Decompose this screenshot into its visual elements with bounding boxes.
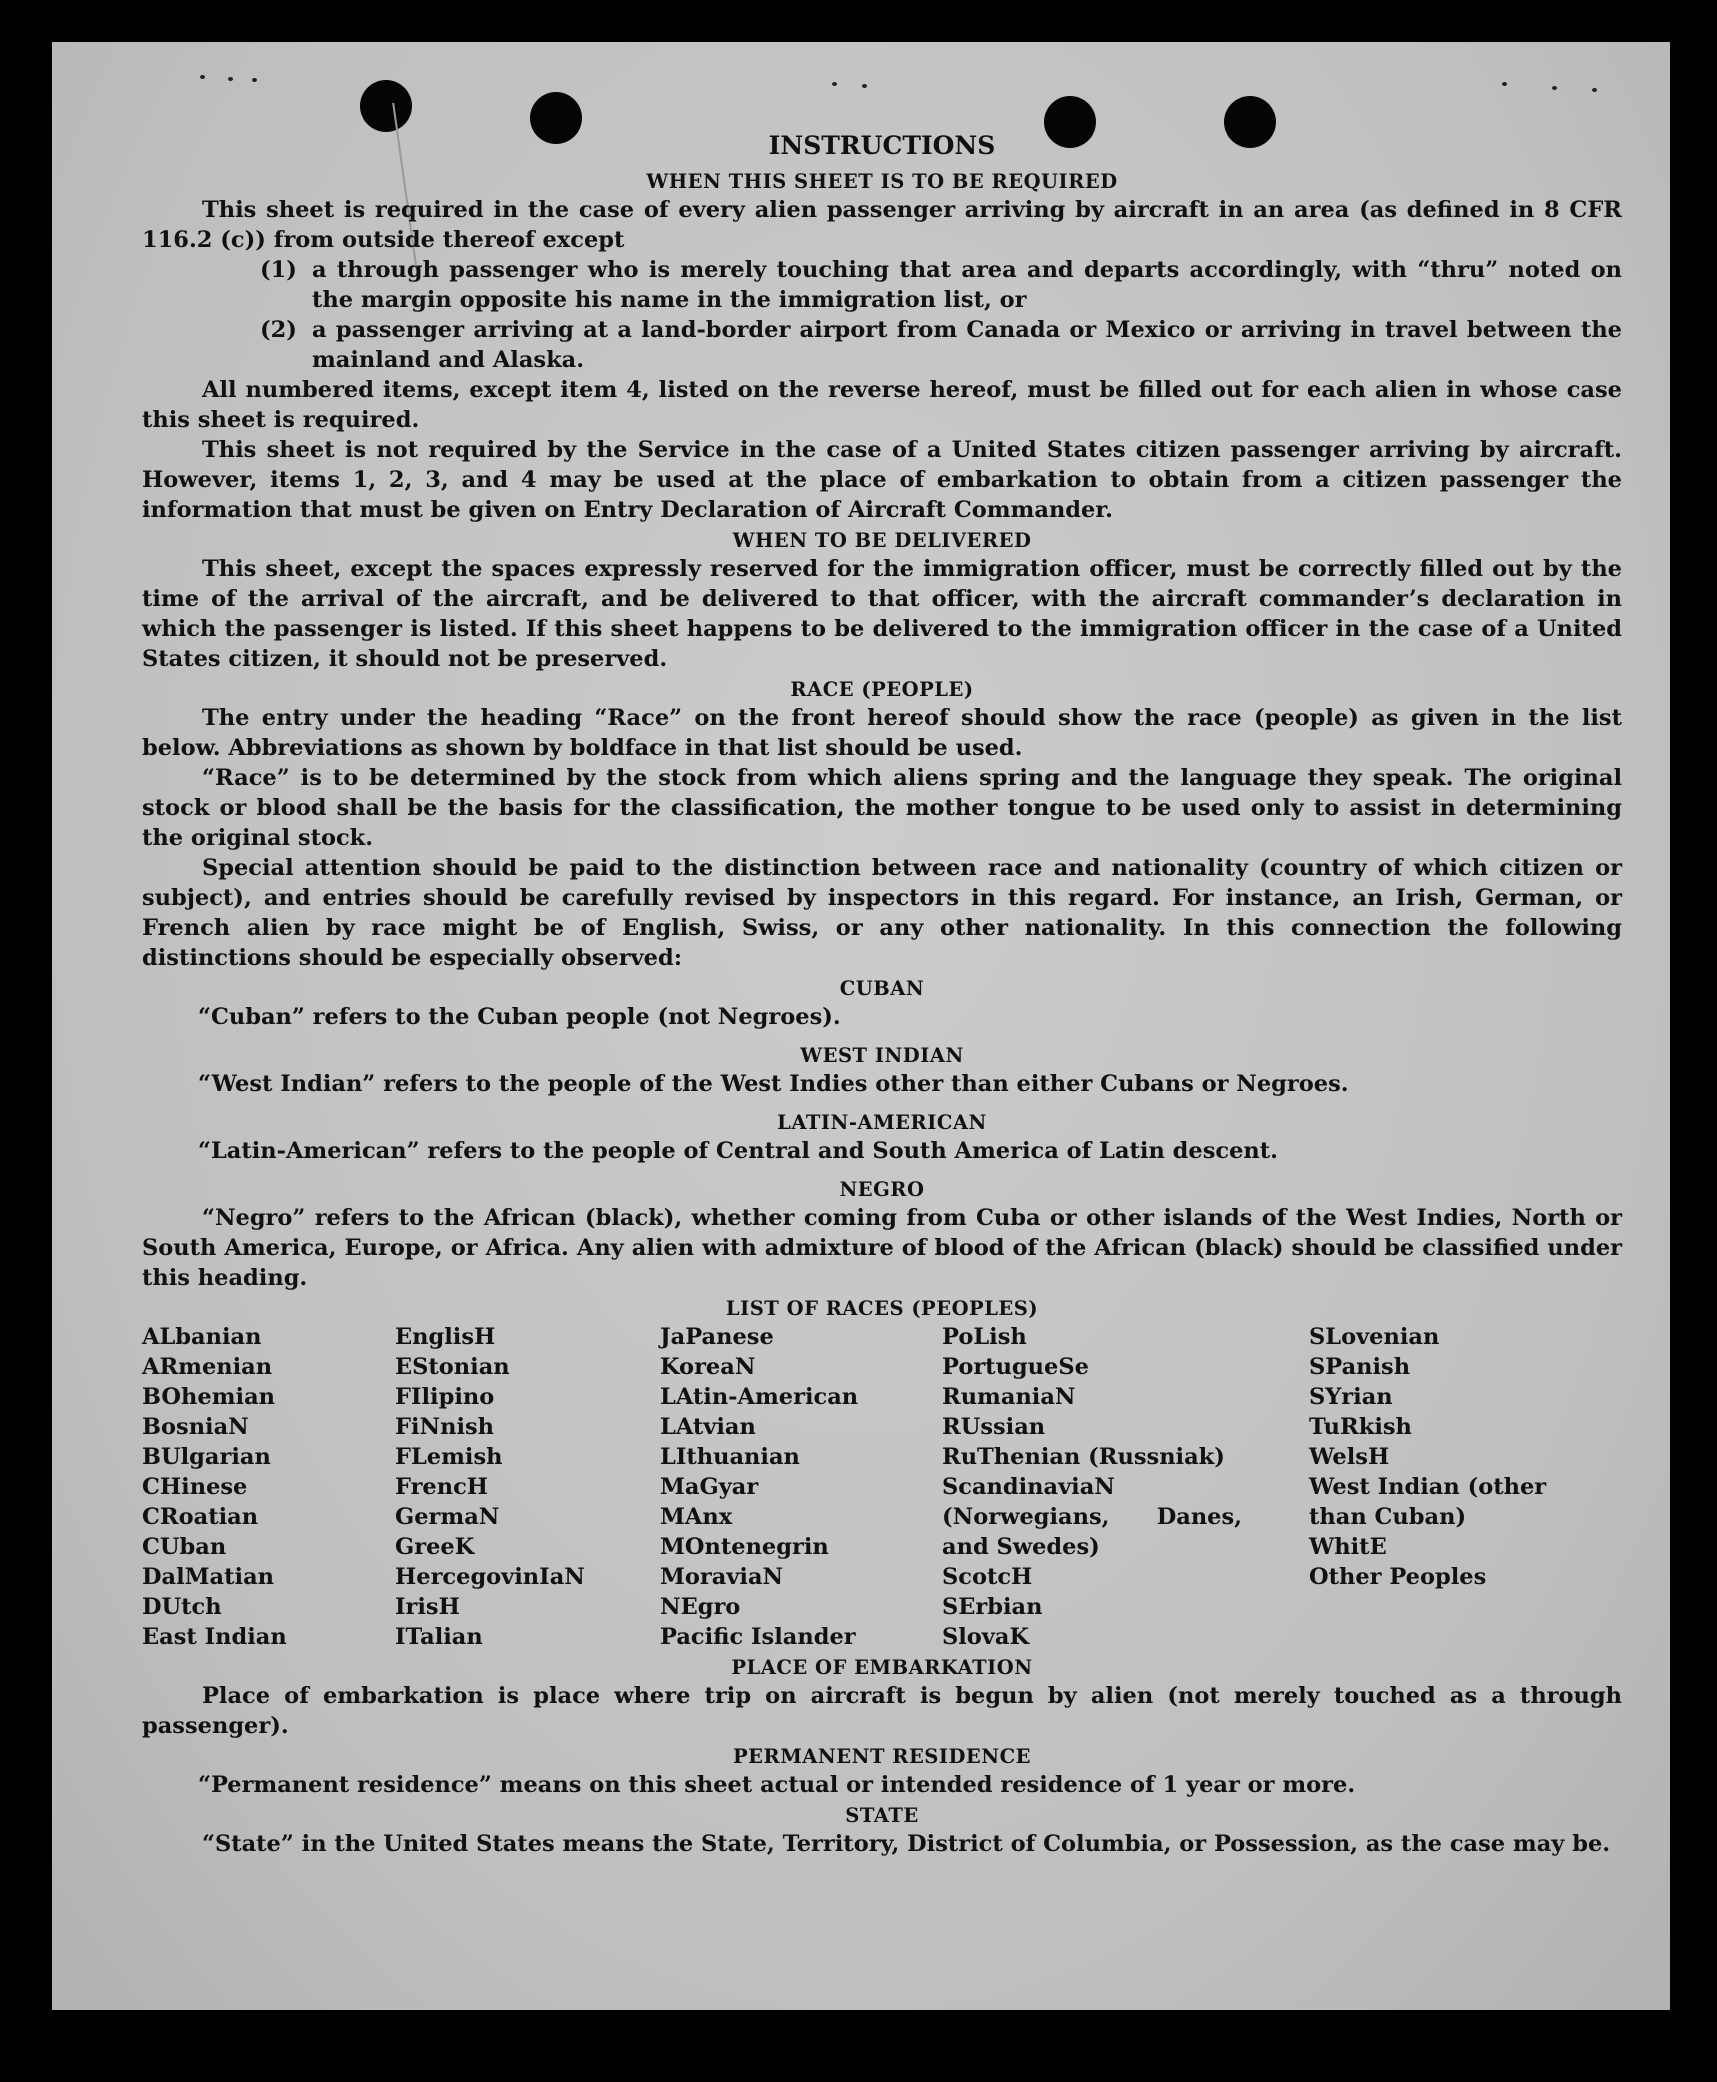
section-heading-latin-american: LATIN-AMERICAN bbox=[777, 1111, 987, 1134]
race-entry: TuRkish bbox=[1309, 1414, 1412, 1440]
race-entry: DalMatian bbox=[142, 1564, 275, 1590]
race-entry: GreeK bbox=[395, 1534, 475, 1560]
race-entry: LAtin-American bbox=[660, 1384, 859, 1410]
exception-item-text: a passenger arriving at a land-border airport from Canada or Mexico or arriving in travel between the mainland and Alaska. bbox=[312, 317, 1622, 373]
section-heading-negro: NEGRO bbox=[839, 1178, 925, 1201]
section-heading-residence: PERMANENT RESIDENCE bbox=[732, 1745, 1031, 1768]
race-entry: MaGyar bbox=[660, 1474, 759, 1500]
section-heading-races-list: LIST OF RACES (PEOPLES) bbox=[725, 1297, 1039, 1320]
exception-item-number: (1) bbox=[260, 257, 297, 283]
race-entry: Other Peoples bbox=[1309, 1564, 1487, 1590]
race-entry: BOhemian bbox=[142, 1384, 276, 1410]
race-entry: ARmenian bbox=[142, 1354, 273, 1380]
race-entry: JaPanese bbox=[660, 1324, 774, 1350]
race-entry: East Indian bbox=[142, 1624, 287, 1650]
race-entry: SlovaK bbox=[942, 1624, 1030, 1650]
races-column-5 bbox=[1309, 1322, 1622, 1652]
race-entry: ITalian bbox=[395, 1624, 483, 1650]
race-entry: FIlipino bbox=[395, 1384, 495, 1410]
paper-speck bbox=[228, 77, 233, 81]
race-entry: WhitE bbox=[1309, 1534, 1387, 1560]
race-entry: SErbian bbox=[942, 1594, 1043, 1620]
required-paragraph-3: This sheet is not required by the Service in the case of a United States citizen passenger arriving by aircraft. However, items 1, 2, 3, and 4 may be used at the place of embarkation to obtain from a citizen passenger the information that must be given on Entry Declaration of Aircraft Commander. bbox=[142, 437, 1622, 523]
race-entry: Pacific Islander bbox=[660, 1624, 856, 1650]
races-column-4 bbox=[942, 1322, 1309, 1652]
section-heading-cuban: CUBAN bbox=[839, 977, 925, 1000]
races-column-2 bbox=[395, 1322, 660, 1652]
race-entry: KoreaN bbox=[660, 1354, 756, 1380]
races-column-1 bbox=[142, 1322, 395, 1652]
race-entry: ScotcH bbox=[942, 1564, 1033, 1590]
required-paragraph-1: This sheet is required in the case of every alien passenger arriving by aircraft in an area (as defined in 8 CFR 116.2 (c)) from outside thereof except bbox=[142, 197, 1622, 253]
race-entry: MOntenegrin bbox=[660, 1534, 829, 1560]
exception-item-1 bbox=[260, 255, 1622, 315]
paper-speck bbox=[862, 84, 867, 88]
negro-definition: “Negro” refers to the African (black), whether coming from Cuba or other islands of the West Indies, North or South America, Europe, or Africa. Any alien with admixture of blood of the African (black) should be classified under this heading. bbox=[142, 1205, 1622, 1291]
race-paragraph-2: “Race” is to be determined by the stock from which aliens spring and the language they speak. The original stock or blood shall be the basis for the classification, the mother tongue to be used only to assist in determining the original stock. bbox=[142, 765, 1622, 851]
race-entry: IrisH bbox=[395, 1594, 460, 1620]
race-entry: PoLish bbox=[942, 1324, 1027, 1350]
required-paragraph-2: All numbered items, except item 4, listed on the reverse hereof, must be filled out for each alien in whose case this sheet is required. bbox=[142, 377, 1622, 433]
race-paragraph-3: Special attention should be paid to the distinction between race and nationality (country of which citizen or subject), and entries should be carefully revised by inspectors in this regard. For instance, an Irish, German, or French alien by race might be of English, Swiss, or any other nationality. In this connection the following distinctions should be especially observed: bbox=[142, 855, 1622, 971]
paper-speck bbox=[1552, 86, 1557, 90]
delivered-paragraph: This sheet, except the spaces expressly reserved for the immigration officer, must be correctly filled out by the time of the arrival of the aircraft, and be delivered to that officer, with the aircraft commander’s declaration in which the passenger is listed. If this sheet happens to be delivered to the immigration officer in the case of a United States citizen, it should not be preserved. bbox=[142, 556, 1622, 672]
west-indian-definition: “West Indian” refers to the people of the West Indies other than either Cubans or Negroes. bbox=[198, 1071, 1349, 1097]
race-entry: LIthuanian bbox=[660, 1444, 800, 1470]
page-title: INSTRUCTIONS bbox=[768, 131, 996, 160]
race-entry: SYrian bbox=[1309, 1384, 1393, 1410]
residence-definition: “Permanent residence” means on this sheet actual or intended residence of 1 year or more. bbox=[198, 1772, 1356, 1798]
paper-speck bbox=[1592, 88, 1597, 92]
section-heading-race: RACE (PEOPLE) bbox=[790, 678, 974, 701]
embarkation-definition: Place of embarkation is place where trip on aircraft is begun by alien (not merely touched as a through passenger). bbox=[142, 1683, 1622, 1739]
instructions-content bbox=[142, 126, 1622, 1859]
punch-hole bbox=[360, 80, 412, 132]
races-column-3 bbox=[660, 1322, 942, 1652]
race-paragraph-1: The entry under the heading “Race” on the front hereof should show the race (people) as given in the list below. Abbreviations as shown by boldface in that list should be used. bbox=[142, 705, 1622, 761]
section-heading-west-indian: WEST INDIAN bbox=[800, 1044, 964, 1067]
race-entry: MAnx bbox=[660, 1504, 733, 1530]
race-entry: WelsH bbox=[1309, 1444, 1390, 1470]
paper-speck bbox=[252, 78, 257, 82]
exception-item-2 bbox=[260, 315, 1622, 375]
paper-speck bbox=[832, 82, 837, 86]
section-heading-required: WHEN THIS SHEET IS TO BE REQUIRED bbox=[646, 170, 1118, 193]
race-entry: FiNnish bbox=[395, 1414, 495, 1440]
race-entry: ALbanian bbox=[142, 1324, 262, 1350]
race-entry: CRoatian bbox=[142, 1504, 259, 1530]
race-entry: GermaN bbox=[395, 1504, 500, 1530]
race-entry: SPanish bbox=[1309, 1354, 1411, 1380]
document-sheet bbox=[52, 42, 1670, 2010]
section-heading-embarkation: PLACE OF EMBARKATION bbox=[731, 1656, 1033, 1679]
race-entry: RUssian bbox=[942, 1414, 1046, 1440]
race-entry: West Indian (other than Cuban) bbox=[1309, 1474, 1547, 1530]
section-heading-state: STATE bbox=[845, 1804, 919, 1827]
exception-item-number: (2) bbox=[260, 317, 297, 343]
race-entry: FrencH bbox=[395, 1474, 489, 1500]
race-entry: SLovenian bbox=[1309, 1324, 1440, 1350]
race-entry: DUtch bbox=[142, 1594, 222, 1620]
exception-item-text: a through passenger who is merely touching that area and departs accordingly, with “thru” noted on the margin opposite his name in the immigration list, or bbox=[312, 257, 1622, 313]
race-entry: LAtvian bbox=[660, 1414, 756, 1440]
race-entry: RumaniaN bbox=[942, 1384, 1076, 1410]
latin-american-definition: “Latin-American” refers to the people of Central and South America of Latin descent. bbox=[198, 1138, 1278, 1164]
race-entry: EStonian bbox=[395, 1354, 510, 1380]
race-entry: BUlgarian bbox=[142, 1444, 271, 1470]
cuban-definition: “Cuban” refers to the Cuban people (not Negroes). bbox=[198, 1004, 841, 1030]
race-entry: BosniaN bbox=[142, 1414, 249, 1440]
paper-speck bbox=[200, 75, 205, 79]
race-entry: CHinese bbox=[142, 1474, 248, 1500]
race-entry: HercegovinIaN bbox=[395, 1564, 585, 1590]
state-definition: “State” in the United States means the State, Territory, District of Columbia, or Possession, as the case may be. bbox=[202, 1831, 1611, 1857]
race-entry: FLemish bbox=[395, 1444, 503, 1470]
section-heading-delivered: WHEN TO BE DELIVERED bbox=[732, 529, 1032, 552]
race-entry: ScandinaviaN (Norwegians, Danes, and Swedes) bbox=[942, 1474, 1242, 1560]
paper-speck bbox=[1502, 82, 1507, 86]
races-list bbox=[142, 1322, 1622, 1652]
race-entry: CUban bbox=[142, 1534, 227, 1560]
race-entry: PortugueSe bbox=[942, 1354, 1089, 1380]
race-entry: RuThenian (Russniak) bbox=[942, 1444, 1225, 1470]
race-entry: EnglisH bbox=[395, 1324, 496, 1350]
race-entry: MoraviaN bbox=[660, 1564, 784, 1590]
race-entry: NEgro bbox=[660, 1594, 741, 1620]
